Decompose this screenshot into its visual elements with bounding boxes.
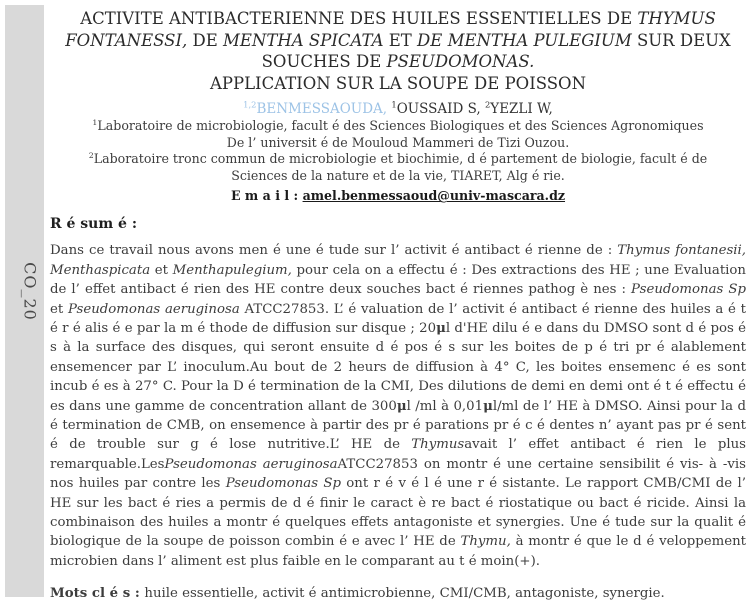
- affiliations: [50, 118, 746, 184]
- email-line: [50, 187, 746, 204]
- page-content: [50, 8, 746, 604]
- affiliation-line-4: Sciences de la nature et de la vie, TIARET, Alg é rie.: [231, 167, 565, 183]
- keywords-label: Mots cl é s :: [50, 586, 145, 602]
- affiliation-line-2: De l’ universit é de Mouloud Mammeri de Tizi Ouzou.: [226, 134, 570, 150]
- keywords-text: huile essentielle, activit é antimicrobienne, CMI/CMB, antagoniste, synergie.: [144, 586, 665, 602]
- title-line-2: FONTANESSI, DE MENTHA SPICATA ET DE MENTHA PULEGIUM SUR DEUX: [65, 30, 731, 50]
- title-line-4: APPLICATION SUR LA SOUPE DE POISSON: [209, 73, 587, 93]
- email-label: E m a i l :: [230, 188, 303, 204]
- keywords-line: [50, 584, 746, 603]
- title-line-1: ACTIVITE ANTIBACTERIENNE DES HUILES ESSENTIELLES DE THYMUS: [80, 9, 716, 28]
- authors-line: $^{1,2}$BENMESSAOUDA, $^1$OUSSAID S, $^2$YEZLI W,: [243, 99, 553, 117]
- email-link[interactable]: amel.benmessaoud@univ-mascara.dz: [302, 188, 566, 204]
- title-line-3: SOUCHES DE PSEUDOMONAS.: [261, 52, 535, 71]
- session-code-label: CO_20: [20, 262, 40, 321]
- abstract-heading: R é sum é :: [50, 216, 137, 233]
- affiliation-line-1: $^1$Laboratoire de microbiologie, facult é des Sciences Biologiques et des Sciences Agronomiques: [92, 117, 704, 133]
- abstract-paragraph: Dans ce travail nous avons men é une é tude sur l’ activit é antibact é rienne de : Thymus fontanesii, Menthaspicata et Menthapulegium, pour cela on a effectu é : Des extractions des HE ; une Evaluation de l’ effet antibact é rien des HE contre deux souches bact é riennes pathog è nes : Pseudomonas Sp et Pseudomonas aeruginosa ATCC27853. L’ é valuation de l’ activit é antibact é rienne des huiles a é t é r é alis é e par la m é thode de diffusion sur disque ; 20μl d'HE dilu é e dans du DMSO sont d é pos é s à la surface des disques, qui seront ensuite d é pos é s sur les boites de p é tri pr é alablement ensemencer par L’ inoculum.Au bout de 2 heurs de diffusion à 4° C, les boites ensemenc é es sont incub é es à 27° C. Pour la D é termination de la CMI, Des dilutions de demi en demi ont é t é effectu é es dans une gamme de concentration allant de 300μl /ml à 0,01μl/ml de l’ HE à DMSO. Ainsi pour la d é termination de CMB, on ensemence à partir des pr é parations pr é c é dentes n’ ayant pas pr é sent é de trouble sur g é lose nutritive.L’ HE de Thymusavait l’ effet antibact é rien le plus remarquable.LesPseudomonas aeruginosaATCC27853 on montr é une certaine sensibilit é vis- à -vis nos huiles par contre les Pseudomonas Sp ont r é v é l é une r é sistante. Le rapport CMB/CMI de l’ HE sur les bact é ries a permis de d é finir le caract è re bact é riostatique ou bact é ricide. Ainsi la combinaison des huiles a montr é quelques effets antagoniste et synergies. Une é tude sur la qualit é biologique de la soupe de poisson combin é e avec l’ HE de Thymu, à montr é que le d é veloppement microbien dans l’ aliment est plus faible en le comparant au t é moin(+).: [50, 243, 747, 569]
- paper-title: [50, 8, 746, 94]
- affiliation-line-3: $^2$Laboratoire tronc commun de microbiologie et biochimie, d é partement de biologie, facult é de: [88, 151, 708, 167]
